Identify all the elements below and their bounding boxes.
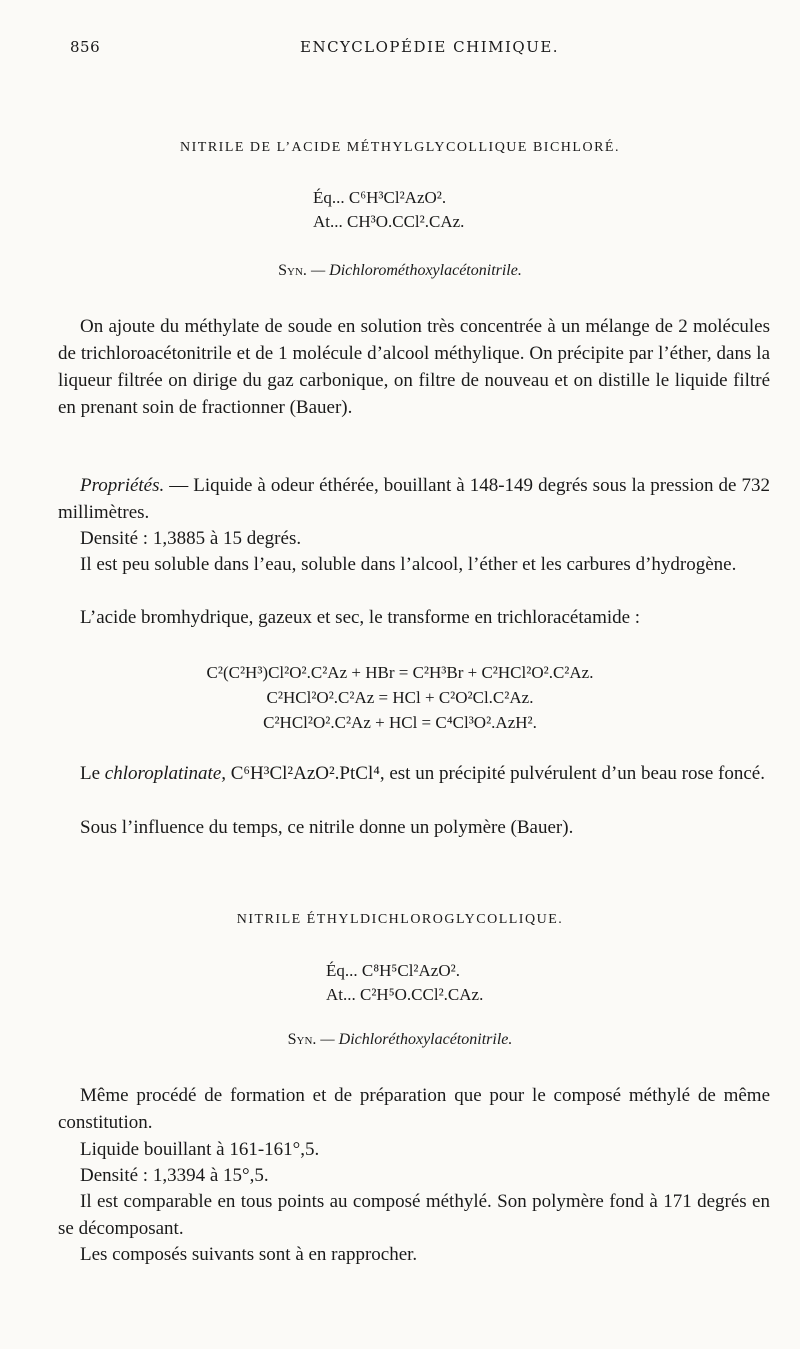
- equation-1: C²(C²H³)Cl²O².C²Az + HBr = C²H³Br + C²HCl²O².C²Az.: [206, 663, 594, 682]
- section1-title: NITRILE DE L’ACIDE MÉTHYLGLYCOLLIQUE BICHLORÉ.: [180, 140, 620, 155]
- properties-text: — Liquide à odeur éthérée, bouillant à 148-149 degrés sous la pression de 732 millimètres.: [58, 475, 770, 523]
- polymer-text: Sous l’influence du temps, ce nitrile donne un polymère (Bauer).: [80, 817, 574, 838]
- section1-formula-eq: Éq... C⁶H³Cl²AzO².: [313, 188, 447, 207]
- equation-2: C²HCl²O².C²Az = HCl + C²O²Cl.C²Az.: [266, 688, 534, 707]
- section2-comparison: [58, 1188, 770, 1242]
- section2-title: NITRILE ÉTHYLDICHLOROGLYCOLLIQUE.: [236, 912, 564, 927]
- section2-density: [58, 1162, 770, 1189]
- section2-formula-at: At... C²H⁵O.CCl².CAz.: [326, 985, 484, 1004]
- boiling-text: Liquide bouillant à 161-161°,5.: [80, 1139, 320, 1160]
- section1-reaction-intro: [58, 604, 770, 631]
- equation-3: C²HCl²O².C²Az + HCl = C⁴Cl³O².AzH².: [263, 713, 537, 732]
- page-number: 856: [70, 38, 101, 56]
- section2-boiling: [58, 1136, 770, 1163]
- page-header: [70, 38, 760, 62]
- section2-synonym: [0, 1031, 800, 1049]
- section1-polymer: [58, 814, 770, 841]
- running-title: ENCYCLOPÉDIE CHIMIQUE.: [300, 38, 560, 56]
- properties-label: Propriétés.: [80, 475, 165, 496]
- preparation-text: On ajoute du méthylate de soude en solution très concentrée à un mélange de 2 molécules de trichloroacétonitrile et de 1 molécule d’alcool méthylique. On précipite par l’éther, dans la liqueur filtrée on dirige du gaz carbonique, on filtre de nouveau et on distille le liquide filtré en prenant soin de fractionner (Bauer).: [58, 316, 770, 418]
- density-text: Densité : 1,3394 à 15°,5.: [80, 1165, 269, 1186]
- section1-preparation: [58, 313, 770, 421]
- chloroplatinate-word: chloroplatinate,: [104, 763, 226, 784]
- section2-closing: [58, 1241, 770, 1268]
- reaction-intro-text: L’acide bromhydrique, gazeux et sec, le transforme en trichloracétamide :: [80, 607, 641, 628]
- section1-solubility: [58, 551, 770, 578]
- chloroplatinate-pre: Le: [80, 763, 105, 784]
- preparation-text: Même procédé de formation et de préparation que pour le composé méthylé de même constitution.: [58, 1085, 770, 1133]
- chloroplatinate-post: C⁶H³Cl²AzO².PtCl⁴, est un précipité pulvérulent d’un beau rose foncé.: [226, 763, 765, 784]
- syn-name: — Dichlorométhoxylacétonitrile.: [310, 262, 522, 279]
- solubility-text: Il est peu soluble dans l’eau, soluble dans l’alcool, l’éther et les carbures d’hydrogène.: [80, 554, 737, 575]
- section1-density: [58, 525, 770, 552]
- syn-label: Syn.: [287, 1031, 317, 1048]
- section1-properties: [58, 472, 770, 526]
- syn-label: Syn.: [278, 262, 307, 279]
- syn-name: — Dichloréthoxylacétonitrile.: [320, 1031, 513, 1048]
- section2-preparation: [58, 1082, 770, 1136]
- section2-formula-eq: Éq... C⁸H⁵Cl²AzO².: [326, 961, 460, 980]
- density-text: Densité : 1,3885 à 15 degrés.: [80, 528, 302, 549]
- closing-text: Les composés suivants sont à en rapprocher.: [80, 1244, 418, 1265]
- section1-formula-at: At... CH³O.CCl².CAz.: [313, 212, 465, 231]
- section1-synonym: [0, 262, 800, 280]
- section1-chloroplatinate: [58, 760, 770, 787]
- comparison-text: Il est comparable en tous points au composé méthylé. Son polymère fond à 171 degrés en se décomposant.: [58, 1191, 770, 1239]
